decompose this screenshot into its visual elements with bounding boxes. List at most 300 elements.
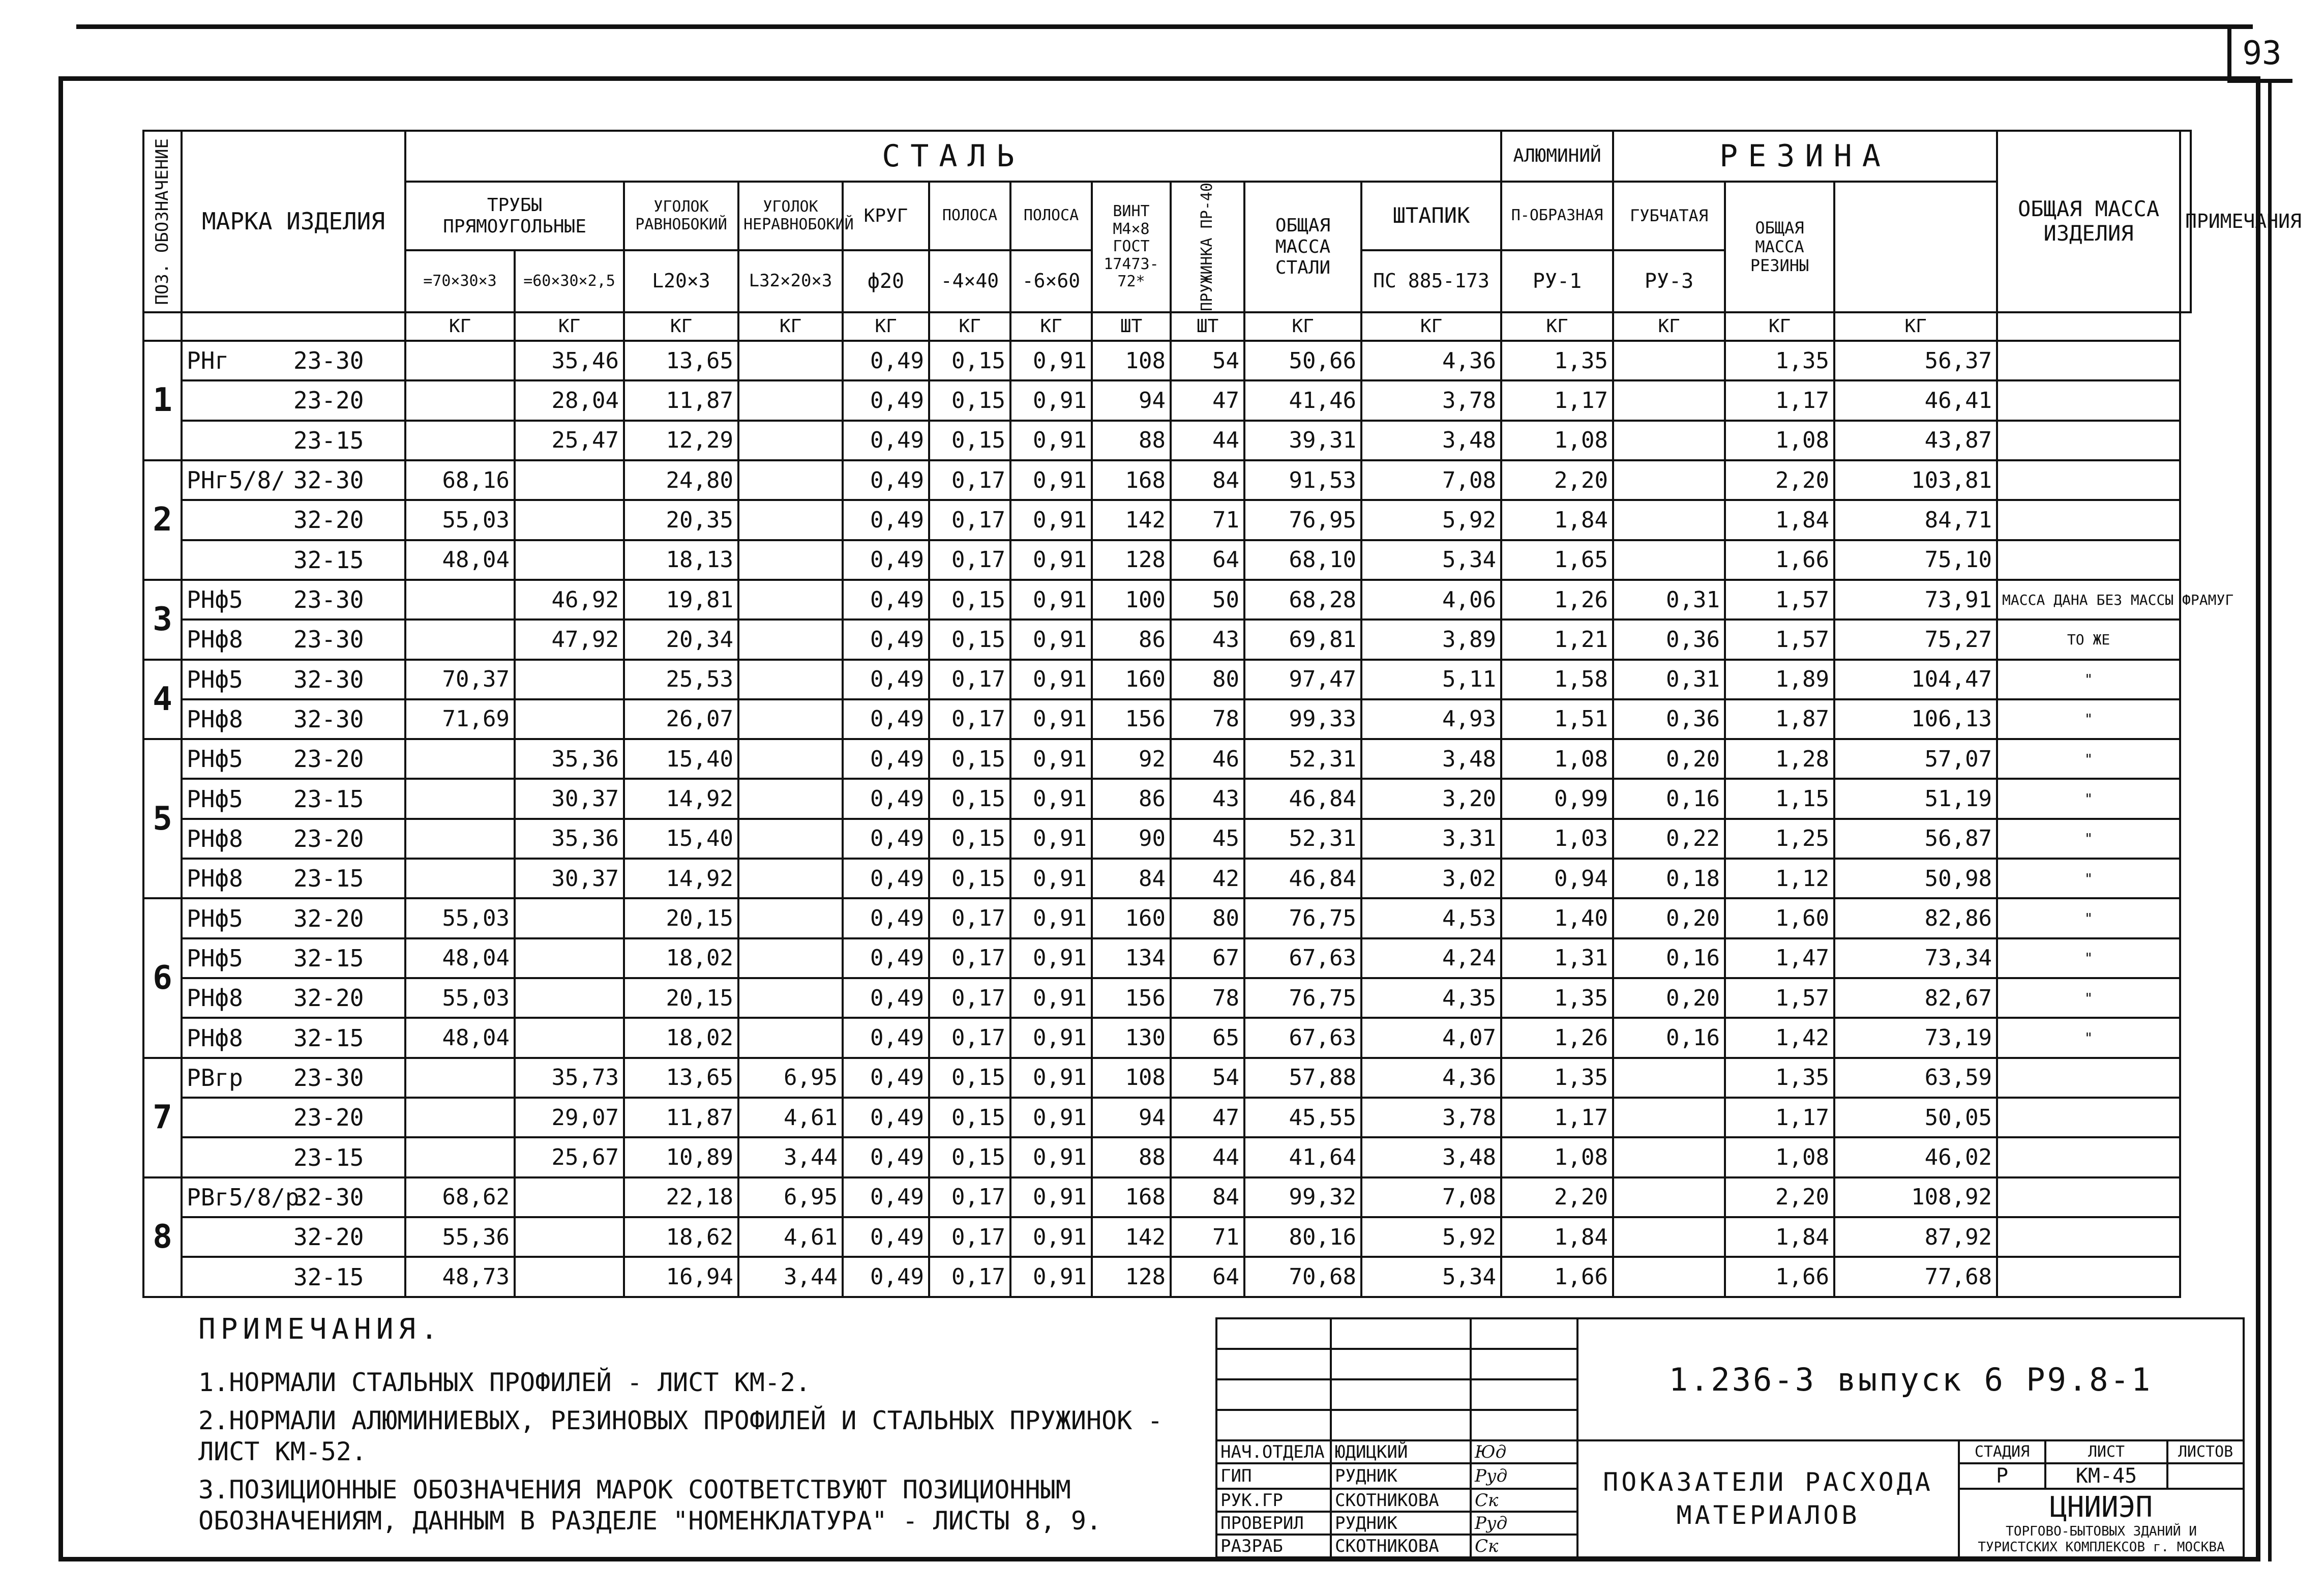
note-cell: " xyxy=(1997,660,2180,699)
note-item: 2.НОРМАЛИ АЛЮМИНИЕВЫХ, РЕЗИНОВЫХ ПРОФИЛЕЙ И СТАЛЬНЫХ ПРУЖИНОК - ЛИСТ КМ-52. xyxy=(198,1406,1163,1467)
note-cell xyxy=(1997,1217,2180,1257)
value-cell: 87,92 xyxy=(1834,1217,1997,1257)
mark-cell xyxy=(182,898,405,938)
value-cell: 1,12 xyxy=(1725,859,1834,898)
stapik-code: ПС 885-173 xyxy=(1361,250,1501,312)
value-cell: 48,04 xyxy=(405,1018,515,1057)
units-row: КГ КГ КГ КГ КГ КГ КГ ШТ ШТ КГ КГ КГ КГ КГ КГ xyxy=(143,312,2191,341)
value-cell: 1,21 xyxy=(1501,620,1613,659)
value-cell: 0,91 xyxy=(1010,620,1092,659)
value-cell: 1,35 xyxy=(1501,341,1613,380)
mark-name: РНф5 xyxy=(187,944,243,972)
note-cell xyxy=(1997,1177,2180,1217)
value-cell: 0,15 xyxy=(929,859,1010,898)
sheets-value xyxy=(2167,1463,2244,1489)
value-cell: 48,04 xyxy=(405,938,515,978)
pos-number: 5 xyxy=(143,739,182,898)
value-cell: 108,92 xyxy=(1834,1177,1997,1217)
total-mass-header: ОБЩАЯ МАССА ИЗДЕЛИЯ xyxy=(1997,131,2180,312)
value-cell: 168 xyxy=(1092,1177,1171,1217)
value-cell: 0,49 xyxy=(843,779,929,818)
value-cell: 20,15 xyxy=(624,978,738,1018)
signature: Ск xyxy=(1471,1489,1577,1512)
table-row xyxy=(143,859,2191,898)
value-cell: 45,55 xyxy=(1244,1098,1361,1137)
value-cell: 1,66 xyxy=(1725,1257,1834,1296)
value-cell: 0,91 xyxy=(1010,819,1092,859)
table-row xyxy=(143,1217,2191,1257)
value-cell xyxy=(405,620,515,659)
mark-name: РНф5 xyxy=(187,904,243,932)
value-cell: 2,20 xyxy=(1501,460,1613,500)
value-cell xyxy=(405,380,515,420)
notes-title: ПРИМЕЧАНИЯ. xyxy=(198,1313,443,1346)
value-cell: 0,15 xyxy=(929,779,1010,818)
mark-name: РНф8 xyxy=(187,865,243,893)
value-cell: 3,44 xyxy=(738,1257,843,1296)
value-cell: 0,91 xyxy=(1010,421,1092,460)
value-cell xyxy=(515,699,624,739)
note-cell xyxy=(1997,540,2180,580)
value-cell: 1,35 xyxy=(1501,978,1613,1018)
mark-cell xyxy=(182,779,405,818)
stamp-name: РУДНИК xyxy=(1331,1463,1471,1489)
value-cell: 70,37 xyxy=(405,660,515,699)
value-cell: 1,15 xyxy=(1725,779,1834,818)
mark-name: РНг5/8/ xyxy=(187,466,285,494)
value-cell: 0,49 xyxy=(843,978,929,1018)
value-cell: 2,20 xyxy=(1725,460,1834,500)
value-cell xyxy=(738,819,843,859)
value-cell: 160 xyxy=(1092,898,1171,938)
value-cell: 1,17 xyxy=(1501,380,1613,420)
value-cell: 0,20 xyxy=(1613,978,1725,1018)
value-cell: 75,10 xyxy=(1834,540,1997,580)
value-cell: 4,24 xyxy=(1361,938,1501,978)
value-cell: 63,59 xyxy=(1834,1058,1997,1098)
value-cell: 4,36 xyxy=(1361,341,1501,380)
value-cell: 43 xyxy=(1171,620,1244,659)
value-cell: 14,92 xyxy=(624,859,738,898)
mark-size: 23-30 xyxy=(293,1064,364,1092)
value-cell: 5,11 xyxy=(1361,660,1501,699)
signature: Ск xyxy=(1471,1535,1577,1557)
aluminum-header: АЛЮМИНИЙ xyxy=(1501,131,1613,182)
value-cell: 0,49 xyxy=(843,500,929,540)
value-cell: 4,61 xyxy=(738,1098,843,1137)
value-cell xyxy=(515,540,624,580)
value-cell: 0,15 xyxy=(929,1137,1010,1177)
mark-cell xyxy=(182,938,405,978)
stamp-role: ПРОВЕРИЛ xyxy=(1216,1512,1331,1535)
value-cell: 4,36 xyxy=(1361,1058,1501,1098)
note-cell: " xyxy=(1997,859,2180,898)
value-cell: 0,49 xyxy=(843,819,929,859)
rubber-total-header: ОБЩАЯ МАССА РЕЗИНЫ xyxy=(1725,182,1834,312)
value-cell: 76,75 xyxy=(1244,898,1361,938)
mark-size: 32-30 xyxy=(293,705,364,733)
value-cell: 22,18 xyxy=(624,1177,738,1217)
value-cell xyxy=(738,898,843,938)
value-cell xyxy=(515,1257,624,1296)
mark-size: 32-15 xyxy=(293,1024,364,1052)
value-cell xyxy=(515,1177,624,1217)
pipes-header: ТРУБЫ ПРЯМОУГОЛЬНЫЕ xyxy=(405,182,624,250)
value-cell: 0,49 xyxy=(843,540,929,580)
mark-size: 32-20 xyxy=(293,984,364,1012)
value-cell: 0,91 xyxy=(1010,938,1092,978)
sheets-label: ЛИСТОВ xyxy=(2167,1440,2244,1463)
value-cell: 56,87 xyxy=(1834,819,1997,859)
spring-header: ПРУЖИНКА ПР-40 xyxy=(1171,182,1244,312)
value-cell: 46,84 xyxy=(1244,859,1361,898)
value-cell: 0,91 xyxy=(1010,779,1092,818)
value-cell: 0,49 xyxy=(843,739,929,779)
steel-header: СТАЛЬ xyxy=(405,131,1501,182)
note-cell xyxy=(1997,341,2180,380)
notes-block xyxy=(198,1312,1215,1544)
strip2-size: -6×60 xyxy=(1010,250,1092,312)
mark-name: РНф5 xyxy=(187,586,243,613)
value-cell: 88 xyxy=(1092,421,1171,460)
value-cell: 134 xyxy=(1092,938,1171,978)
table-row xyxy=(143,1018,2191,1057)
value-cell: 35,36 xyxy=(515,819,624,859)
doc-code: 1.236-3 выпуск 6 Р9.8-1 xyxy=(1577,1318,2244,1440)
value-cell: 0,17 xyxy=(929,978,1010,1018)
value-cell: 26,07 xyxy=(624,699,738,739)
value-cell: 0,17 xyxy=(929,1257,1010,1296)
value-cell xyxy=(515,978,624,1018)
value-cell: 84,71 xyxy=(1834,500,1997,540)
value-cell: 1,84 xyxy=(1501,1217,1613,1257)
value-cell xyxy=(738,540,843,580)
note-cell xyxy=(1997,460,2180,500)
value-cell: 0,91 xyxy=(1010,341,1092,380)
pos-header: ПОЗ. ОБОЗНАЧЕНИЕ xyxy=(143,131,182,312)
value-cell: 0,49 xyxy=(843,1018,929,1057)
value-cell: 86 xyxy=(1092,620,1171,659)
mark-name: РНф8 xyxy=(187,1024,243,1052)
value-cell: 46 xyxy=(1171,739,1244,779)
mark-cell xyxy=(182,660,405,699)
value-cell: 0,22 xyxy=(1613,819,1725,859)
table-row xyxy=(143,938,2191,978)
value-cell: 104,47 xyxy=(1834,660,1997,699)
value-cell: 0,49 xyxy=(843,1217,929,1257)
mark-cell xyxy=(182,460,405,500)
value-cell xyxy=(738,580,843,620)
value-cell: 1,17 xyxy=(1501,1098,1613,1137)
round-header: КРУГ xyxy=(843,182,929,250)
mark-name: РНф8 xyxy=(187,626,243,654)
value-cell: 0,49 xyxy=(843,1177,929,1217)
value-cell: 50 xyxy=(1171,580,1244,620)
value-cell: 0,91 xyxy=(1010,699,1092,739)
note-cell xyxy=(1997,380,2180,420)
mark-cell xyxy=(182,1257,405,1296)
value-cell: 0,94 xyxy=(1501,859,1613,898)
table-row xyxy=(143,580,2191,620)
pos-number: 6 xyxy=(143,898,182,1057)
mark-cell xyxy=(182,1177,405,1217)
value-cell: 12,29 xyxy=(624,421,738,460)
value-cell: 0,16 xyxy=(1613,938,1725,978)
stapik-header: ШТАПИК xyxy=(1361,182,1501,250)
value-cell: 0,15 xyxy=(929,739,1010,779)
mark-cell xyxy=(182,819,405,859)
value-cell: 11,87 xyxy=(624,1098,738,1137)
value-cell: 0,36 xyxy=(1613,620,1725,659)
value-cell: 69,81 xyxy=(1244,620,1361,659)
mark-size: 23-20 xyxy=(293,387,364,415)
value-cell: 4,53 xyxy=(1361,898,1501,938)
mark-size: 23-30 xyxy=(293,586,364,613)
value-cell: 46,92 xyxy=(515,580,624,620)
value-cell: 64 xyxy=(1171,1257,1244,1296)
note-cell xyxy=(1997,1058,2180,1098)
table-row xyxy=(143,660,2191,699)
value-cell: 1,26 xyxy=(1501,1018,1613,1057)
value-cell xyxy=(405,779,515,818)
value-cell: 0,49 xyxy=(843,859,929,898)
note-cell: " xyxy=(1997,779,2180,818)
pos-number: 3 xyxy=(143,580,182,660)
table-row xyxy=(143,1058,2191,1098)
table-row xyxy=(143,500,2191,540)
value-cell: 48,73 xyxy=(405,1257,515,1296)
pos-number: 4 xyxy=(143,660,182,740)
value-cell: 13,65 xyxy=(624,1058,738,1098)
org-desc: ТОРГОВО-БЫТОВЫХ ЗДАНИЙ И ТУРИСТСКИХ КОМПЛЕКСОВ г. МОСКВА xyxy=(1978,1523,2225,1555)
table-row xyxy=(143,540,2191,580)
value-cell: 1,17 xyxy=(1725,1098,1834,1137)
value-cell: 108 xyxy=(1092,341,1171,380)
value-cell: 6,95 xyxy=(738,1177,843,1217)
value-cell xyxy=(738,620,843,659)
value-cell: 0,91 xyxy=(1010,380,1092,420)
value-cell xyxy=(405,580,515,620)
value-cell: 67,63 xyxy=(1244,938,1361,978)
value-cell: 77,68 xyxy=(1834,1257,1997,1296)
mark-size: 32-20 xyxy=(293,904,364,932)
value-cell: 25,47 xyxy=(515,421,624,460)
value-cell: 84 xyxy=(1092,859,1171,898)
value-cell: 39,31 xyxy=(1244,421,1361,460)
mark-cell xyxy=(182,1137,405,1177)
value-cell: 0,20 xyxy=(1613,739,1725,779)
value-cell xyxy=(1613,500,1725,540)
value-cell: 46,41 xyxy=(1834,380,1997,420)
value-cell: 16,94 xyxy=(624,1257,738,1296)
value-cell: 1,51 xyxy=(1501,699,1613,739)
value-cell: 80,16 xyxy=(1244,1217,1361,1257)
value-cell: 35,46 xyxy=(515,341,624,380)
value-cell: 1,84 xyxy=(1725,500,1834,540)
value-cell: 142 xyxy=(1092,500,1171,540)
value-cell: 30,37 xyxy=(515,779,624,818)
value-cell: 51,19 xyxy=(1834,779,1997,818)
mark-size: 23-20 xyxy=(293,745,364,773)
steel-total-header: ОБЩАЯ МАССА СТАЛИ xyxy=(1244,182,1361,312)
mark-cell xyxy=(182,1018,405,1057)
angle-neq-header: УГОЛОК НЕРАВНОБОКИЙ xyxy=(738,182,843,250)
value-cell: 1,35 xyxy=(1725,1058,1834,1098)
value-cell: 0,16 xyxy=(1613,779,1725,818)
mark-cell xyxy=(182,380,405,420)
mark-cell xyxy=(182,739,405,779)
value-cell: 4,06 xyxy=(1361,580,1501,620)
value-cell xyxy=(515,500,624,540)
mark-size: 32-15 xyxy=(293,944,364,972)
mark-cell xyxy=(182,859,405,898)
value-cell: 103,81 xyxy=(1834,460,1997,500)
mark-cell xyxy=(182,699,405,739)
value-cell: 75,27 xyxy=(1834,620,1997,659)
value-cell xyxy=(738,341,843,380)
value-cell: 50,05 xyxy=(1834,1098,1997,1137)
value-cell xyxy=(405,421,515,460)
value-cell xyxy=(1613,1177,1725,1217)
value-cell: 1,25 xyxy=(1725,819,1834,859)
value-cell xyxy=(1613,1098,1725,1137)
value-cell: 0,49 xyxy=(843,421,929,460)
value-cell: 0,17 xyxy=(929,1177,1010,1217)
pos-number: 7 xyxy=(143,1058,182,1177)
value-cell: 1,57 xyxy=(1725,620,1834,659)
value-cell: 1,08 xyxy=(1501,1137,1613,1177)
value-cell: 91,53 xyxy=(1244,460,1361,500)
mark-size: 23-15 xyxy=(293,785,364,813)
value-cell: 57,88 xyxy=(1244,1058,1361,1098)
value-cell: 88 xyxy=(1092,1137,1171,1177)
table-row xyxy=(143,380,2191,420)
value-cell: 0,49 xyxy=(843,1098,929,1137)
value-cell: 73,34 xyxy=(1834,938,1997,978)
value-cell: 20,34 xyxy=(624,620,738,659)
table-row xyxy=(143,1137,2191,1177)
mark-header: МАРКА ИЗДЕЛИЯ xyxy=(182,131,405,312)
note-item: 3.ПОЗИЦИОННЫЕ ОБОЗНАЧЕНИЯ МАРОК СООТВЕТСТВУЮТ ПОЗИЦИОННЫМ ОБОЗНАЧЕНИЯМ, ДАННЫМ В РАЗДЕЛЕ "НОМЕНКЛАТУРА" - ЛИСТЫ 8, 9. xyxy=(198,1475,1102,1536)
value-cell: 1,08 xyxy=(1725,421,1834,460)
value-cell xyxy=(515,460,624,500)
value-cell: 156 xyxy=(1092,699,1171,739)
value-cell: 1,66 xyxy=(1725,540,1834,580)
mark-size: 23-15 xyxy=(293,426,364,454)
value-cell xyxy=(738,779,843,818)
value-cell: 0,15 xyxy=(929,580,1010,620)
value-cell: 0,91 xyxy=(1010,978,1092,1018)
value-cell: 0,49 xyxy=(843,898,929,938)
value-cell: 3,48 xyxy=(1361,739,1501,779)
value-cell: 128 xyxy=(1092,540,1171,580)
value-cell: 3,78 xyxy=(1361,380,1501,420)
mark-size: 32-20 xyxy=(293,1223,364,1251)
mark-name: РНф5 xyxy=(187,665,243,693)
value-cell: 0,91 xyxy=(1010,580,1092,620)
mark-name: РНф5 xyxy=(187,785,243,813)
value-cell: 3,78 xyxy=(1361,1098,1501,1137)
value-cell: 0,17 xyxy=(929,500,1010,540)
frame-top-line xyxy=(76,24,2253,29)
value-cell: 4,07 xyxy=(1361,1018,1501,1057)
value-cell: 1,08 xyxy=(1501,421,1613,460)
stage-label: СТАДИЯ xyxy=(1959,1440,2045,1463)
pos-number: 8 xyxy=(143,1177,182,1297)
value-cell xyxy=(405,341,515,380)
value-cell: 47 xyxy=(1171,380,1244,420)
value-cell: 68,62 xyxy=(405,1177,515,1217)
value-cell: 0,49 xyxy=(843,660,929,699)
value-cell: 3,48 xyxy=(1361,1137,1501,1177)
value-cell: 20,15 xyxy=(624,898,738,938)
value-cell: 0,91 xyxy=(1010,460,1092,500)
value-cell: 0,49 xyxy=(843,620,929,659)
value-cell xyxy=(515,1018,624,1057)
value-cell: 41,64 xyxy=(1244,1137,1361,1177)
value-cell: 2,20 xyxy=(1725,1177,1834,1217)
value-cell: 48,04 xyxy=(405,540,515,580)
note-cell xyxy=(1997,500,2180,540)
mark-size: 32-30 xyxy=(293,1183,364,1211)
angle-eq-header: УГОЛОК РАВНОБОКИЙ xyxy=(624,182,738,250)
value-cell: 68,10 xyxy=(1244,540,1361,580)
value-cell: 46,02 xyxy=(1834,1137,1997,1177)
value-cell: 3,31 xyxy=(1361,819,1501,859)
value-cell: 1,84 xyxy=(1501,500,1613,540)
mark-name: РНф8 xyxy=(187,984,243,1012)
value-cell: 1,60 xyxy=(1725,898,1834,938)
value-cell: 4,35 xyxy=(1361,978,1501,1018)
value-cell xyxy=(405,1058,515,1098)
value-cell: 5,92 xyxy=(1361,500,1501,540)
mark-size: 23-20 xyxy=(293,1104,364,1132)
value-cell: 57,07 xyxy=(1834,739,1997,779)
value-cell: 1,42 xyxy=(1725,1018,1834,1057)
value-cell: 18,62 xyxy=(624,1217,738,1257)
mark-cell xyxy=(182,500,405,540)
value-cell xyxy=(1613,1137,1725,1177)
value-cell: 76,75 xyxy=(1244,978,1361,1018)
note-cell: МАССА ДАНА БЕЗ МАССЫ ФРАМУГ xyxy=(1997,580,2180,620)
mark-name: РВг5/8/р xyxy=(187,1183,300,1211)
table-row xyxy=(143,699,2191,739)
value-cell: 41,46 xyxy=(1244,380,1361,420)
value-cell: 142 xyxy=(1092,1217,1171,1257)
value-cell: 18,13 xyxy=(624,540,738,580)
value-cell: 54 xyxy=(1171,1058,1244,1098)
value-cell: 56,37 xyxy=(1834,341,1997,380)
table-row xyxy=(143,421,2191,460)
value-cell: 35,36 xyxy=(515,739,624,779)
frame-right-line xyxy=(2268,81,2272,1561)
value-cell xyxy=(405,859,515,898)
value-cell xyxy=(515,1217,624,1257)
stamp-name: СКОТНИКОВА xyxy=(1331,1489,1471,1512)
mark-cell xyxy=(182,1058,405,1098)
pos-number: 1 xyxy=(143,341,182,460)
value-cell xyxy=(738,739,843,779)
value-cell: 1,17 xyxy=(1725,380,1834,420)
value-cell: 97,47 xyxy=(1244,660,1361,699)
value-cell xyxy=(1613,460,1725,500)
value-cell: 0,31 xyxy=(1613,660,1725,699)
mark-name: РНф8 xyxy=(187,824,243,852)
screw-header: ВИНТ М4×8 ГОСТ 17473-72* xyxy=(1092,182,1171,312)
value-cell: 55,03 xyxy=(405,978,515,1018)
value-cell: 0,15 xyxy=(929,620,1010,659)
value-cell: 19,81 xyxy=(624,580,738,620)
